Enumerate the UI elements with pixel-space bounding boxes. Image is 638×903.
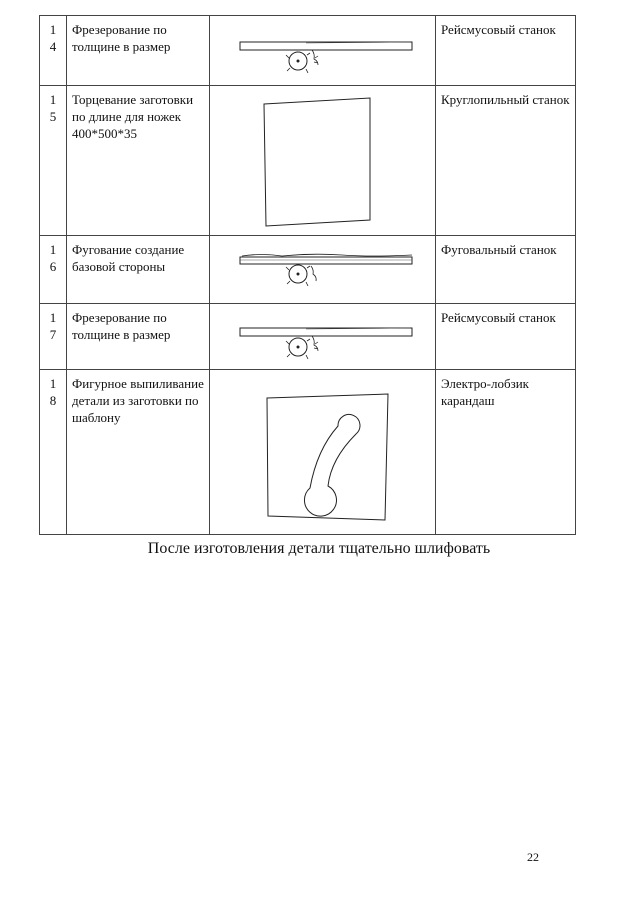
tool-text: Рейсмусовый станок (436, 16, 576, 86)
planer-thickness-icon (210, 16, 435, 84)
step-number: 1 6 (40, 236, 67, 304)
step-number: 1 4 (40, 16, 67, 86)
operation-text: Фрезерование по толщине в размер (67, 304, 210, 370)
step-number: 1 7 (40, 304, 67, 370)
operation-text: Фрезерование по толщине в размер (67, 16, 210, 86)
table-row (40, 304, 576, 370)
process-table (39, 15, 576, 535)
blank-figure (210, 86, 436, 236)
operation-text: Торцевание заготовки по длине для ножек 400*500*35 (67, 86, 210, 236)
tool-text: Электро-лобзик карандаш (436, 370, 576, 535)
tool-text: Круглопильный станок (436, 86, 576, 236)
table-row (40, 16, 576, 86)
table-row (40, 86, 576, 236)
template-cut-shape (210, 370, 435, 533)
page-number: 22 (527, 850, 539, 864)
cut-blank-square (210, 86, 435, 234)
tool-text: Рейсмусовый станок (436, 304, 576, 370)
planer-thickness-icon (210, 304, 435, 368)
table-row (40, 236, 576, 304)
planer-figure (210, 16, 436, 86)
table-row (40, 370, 576, 535)
operation-text: Фигурное выпиливание детали из заготовки по шаблону (67, 370, 210, 535)
closing-note: После изготовления детали тщательно шлифовать (147, 540, 491, 557)
step-number: 1 5 (40, 86, 67, 236)
tool-text: Фуговальный станок (436, 236, 576, 304)
template-figure (210, 370, 436, 535)
operation-text: Фугование создание базовой стороны (67, 236, 210, 304)
planer-figure (210, 304, 436, 370)
jointer-figure (210, 236, 436, 304)
jointer-icon (210, 236, 435, 302)
step-number: 1 8 (40, 370, 67, 535)
